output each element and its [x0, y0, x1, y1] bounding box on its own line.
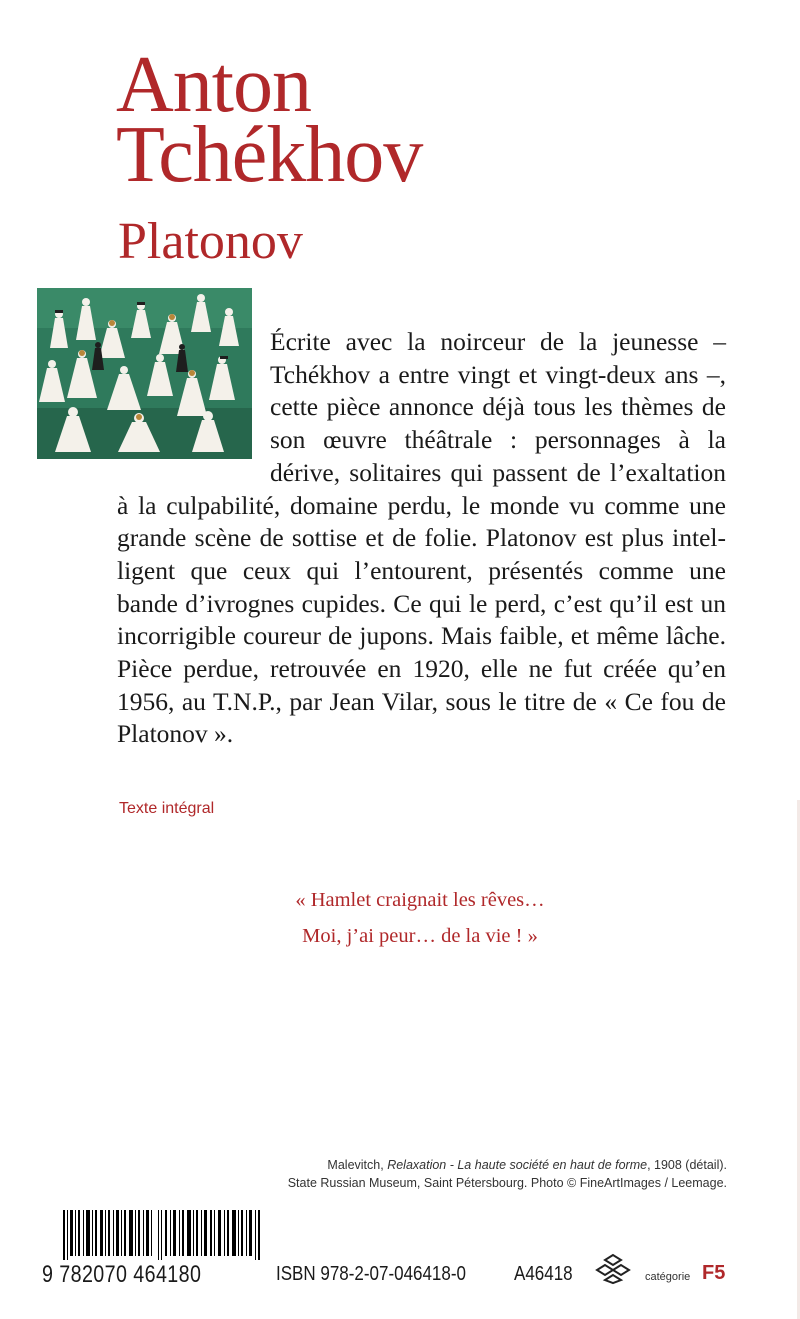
product-code: A46418: [514, 1263, 573, 1285]
credit-date: , 1908 (détail).: [647, 1158, 727, 1172]
barcode: [63, 1210, 260, 1260]
credit-artist: Malevitch,: [327, 1158, 384, 1172]
barcode-digits: 9 782070 464180: [42, 1261, 202, 1288]
folio-logo-icon: [594, 1251, 632, 1285]
category-label: catégorie: [645, 1271, 691, 1283]
author-first-name: Anton: [116, 41, 311, 129]
text-wrap-spacer: [117, 326, 270, 488]
author-last-name: Tchékhov: [116, 111, 423, 199]
author-name: [116, 41, 423, 199]
blurb-text: Écrite avec la noirceur de la jeunesse – Tchékhov a entre vingt et vingt-deux ans –, cette pièce annonce déjà tous les thèmes de son œuvre théâtrale : personnages à la dérive, solitaires qui passent de l’exaltation à la culpabilité, domaine perdu, le monde vu comme une grande scène de sottise et de folie. Platonov est plus intelligent que ceux qui l’entourent, présentés comme une bande d’ivrognes cupides. Ce qui le perd, c’est qu’il est un incorrigible coureur de jupons. Mais faible, et même lâche. Pièce perdue, retrouvée en 1920, elle ne fut créée qu’en 1956, au T.N.P., par Jean Vilar, sous le titre de « Ce fou de Platonov ».: [117, 327, 726, 749]
credit-source: State Russian Museum, Saint Pétersbourg. Photo © FineArtImages / Leemage.: [287, 1176, 727, 1190]
full-text-label: Texte intégral: [119, 800, 215, 817]
pull-quote-line-2: Moi, j’ai peur… de la vie ! »: [302, 925, 538, 947]
pull-quote-line-1: « Hamlet craignait les rêves…: [295, 889, 545, 911]
back-cover-blurb: [117, 326, 726, 751]
pull-quote: [220, 882, 620, 954]
category-code: F5: [702, 1262, 726, 1284]
credit-work: Relaxation - La haute société en haut de forme: [387, 1158, 648, 1172]
book-title: Platonov: [118, 213, 303, 270]
image-credit: [267, 1156, 727, 1192]
isbn: ISBN 978-2-07-046418-0: [276, 1263, 466, 1285]
